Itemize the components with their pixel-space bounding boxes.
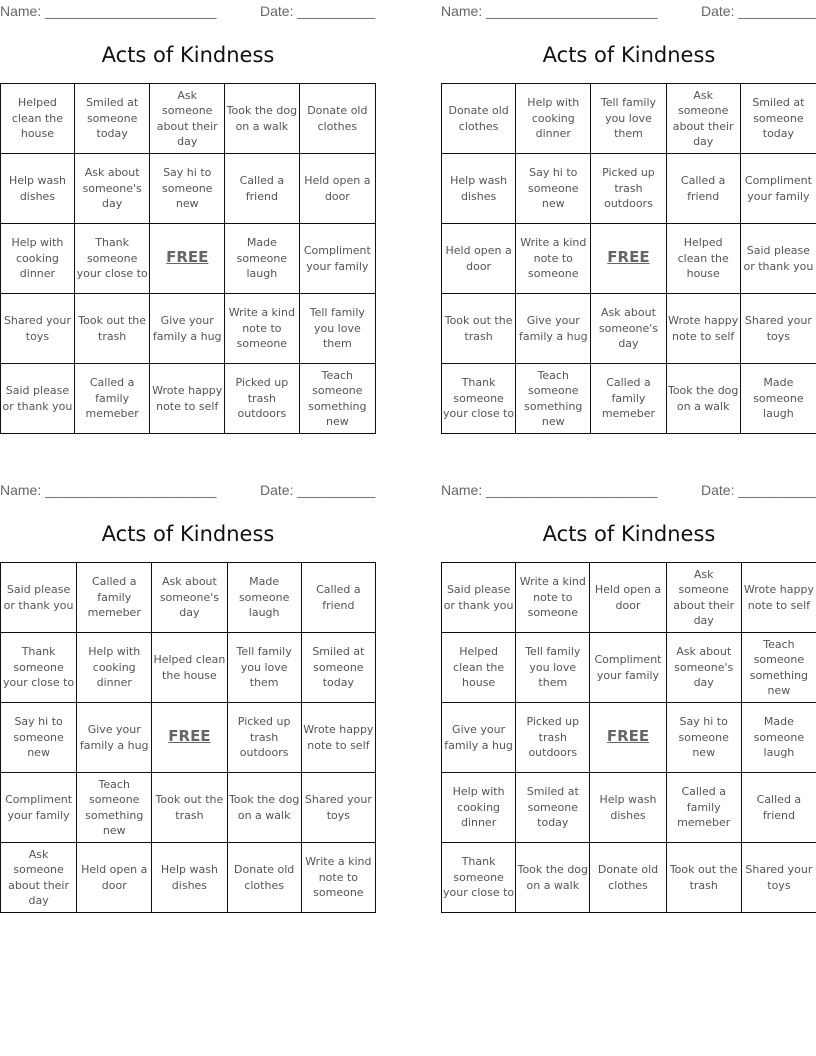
- grid-row: [442, 224, 816, 294]
- grid-row: [442, 843, 816, 913]
- grid-cell: Help with cooking dinner: [516, 84, 591, 154]
- card-title: Acts of Kindness: [542, 522, 716, 546]
- grid-cell: Called a friend: [741, 773, 816, 843]
- grid-cell: Smiled at someone today: [516, 773, 590, 843]
- grid-cell: Give your family a hug: [150, 294, 225, 364]
- grid-row: [1, 294, 376, 364]
- grid-row: [442, 294, 816, 364]
- grid-cell: Help wash dishes: [590, 773, 666, 843]
- date-field-label: Date: __________: [701, 3, 816, 19]
- grid-cell: Help wash dishes: [442, 154, 516, 224]
- grid-cell: Ask about someone's day: [152, 563, 227, 633]
- grid-cell: Held open a door: [442, 224, 516, 294]
- grid-cell: Shared your toys: [741, 843, 816, 913]
- grid-cell: Held open a door: [77, 843, 152, 913]
- grid-cell: Wrote happy note to self: [666, 294, 740, 364]
- grid-cell: Took the dog on a walk: [666, 364, 740, 434]
- card-header: [441, 479, 816, 501]
- grid-cell: Took out the trash: [666, 843, 741, 913]
- grid-cell: Called a family memeber: [77, 563, 152, 633]
- grid-cell: Say hi to someone new: [150, 154, 225, 224]
- grid-cell: Donate old clothes: [442, 84, 516, 154]
- grid-cell: Compliment your family: [1, 773, 77, 843]
- grid-cell: Thank someone your close to: [442, 364, 516, 434]
- grid-cell: Donate old clothes: [590, 843, 666, 913]
- grid-cell: Give your family a hug: [516, 294, 591, 364]
- grid-cell: Held open a door: [590, 563, 666, 633]
- grid-cell: Shared your toys: [740, 294, 816, 364]
- free-space-label: FREE: [166, 248, 209, 267]
- grid-cell: Called a friend: [666, 154, 740, 224]
- grid-row: [442, 703, 816, 773]
- grid-row: [1, 843, 376, 913]
- grid-row: [442, 563, 816, 633]
- grid-cell: Write a kind note to someone: [516, 224, 591, 294]
- grid-cell: Ask about someone's day: [591, 294, 666, 364]
- grid-cell: Made someone laugh: [740, 364, 816, 434]
- grid-cell: Made someone laugh: [741, 703, 816, 773]
- name-field-label: Name: ______________________: [441, 3, 658, 19]
- bingo-grid: [0, 562, 376, 913]
- grid-row: [1, 154, 376, 224]
- grid-row: [442, 773, 816, 843]
- grid-row: [1, 224, 376, 294]
- grid-cell: Took the dog on a walk: [225, 84, 300, 154]
- grid-row: [1, 364, 376, 434]
- grid-cell: Compliment your family: [590, 633, 666, 703]
- grid-cell: Give your family a hug: [442, 703, 516, 773]
- grid-row: [442, 154, 816, 224]
- card-title: Acts of Kindness: [101, 522, 275, 546]
- grid-cell: Thank someone your close to: [74, 224, 150, 294]
- bingo-grid: [441, 83, 816, 434]
- free-space-label: FREE: [607, 248, 650, 267]
- bingo-card-2: [441, 0, 816, 428]
- grid-row: [442, 633, 816, 703]
- grid-cell: Thank someone your close to: [442, 843, 516, 913]
- grid-cell: Made someone laugh: [225, 224, 300, 294]
- bingo-card-4: [441, 479, 816, 900]
- grid-cell: Helped clean the house: [666, 224, 740, 294]
- grid-cell: Shared your toys: [1, 294, 75, 364]
- grid-cell: Called a family memeber: [666, 773, 741, 843]
- card-title: Acts of Kindness: [542, 43, 716, 67]
- card-header: [441, 0, 816, 22]
- grid-cell: Donate old clothes: [227, 843, 301, 913]
- grid-cell: Called a family memeber: [591, 364, 666, 434]
- date-field-label: Date: __________: [701, 482, 816, 498]
- grid-row: [442, 364, 816, 434]
- grid-cell: Teach someone something new: [516, 364, 591, 434]
- grid-cell: Wrote happy note to self: [150, 364, 225, 434]
- grid-cell: Tell family you love them: [516, 633, 590, 703]
- grid-cell: Held open a door: [299, 154, 375, 224]
- free-space-label: FREE: [606, 727, 650, 746]
- grid-cell: Helped clean the house: [1, 84, 75, 154]
- grid-row: [442, 84, 816, 154]
- grid-cell: Picked up trash outdoors: [516, 703, 590, 773]
- name-field-label: Name: ______________________: [0, 482, 217, 498]
- grid-cell: Write a kind note to someone: [225, 294, 300, 364]
- grid-cell: Compliment your family: [299, 224, 375, 294]
- grid-cell: Tell family you love them: [299, 294, 375, 364]
- grid-cell: Helped clean the house: [442, 633, 516, 703]
- free-space-cell: [150, 224, 225, 294]
- grid-row: [1, 563, 376, 633]
- grid-cell: Ask someone about their day: [666, 84, 740, 154]
- grid-cell: Helped clean the house: [152, 633, 227, 703]
- grid-cell: Called a family memeber: [74, 364, 150, 434]
- grid-cell: Took out the trash: [152, 773, 227, 843]
- grid-row: [1, 773, 376, 843]
- grid-cell: Took out the trash: [442, 294, 516, 364]
- grid-cell: Said please or thank you: [1, 364, 75, 434]
- grid-cell: Teach someone something new: [77, 773, 152, 843]
- grid-cell: Help with cooking dinner: [442, 773, 516, 843]
- grid-cell: Picked up trash outdoors: [227, 703, 301, 773]
- card-header: [0, 479, 376, 501]
- grid-row: [1, 703, 376, 773]
- grid-cell: Teach someone something new: [299, 364, 375, 434]
- bingo-card-3: [0, 479, 376, 907]
- grid-cell: Made someone laugh: [227, 563, 301, 633]
- date-field-label: Date: __________: [260, 482, 376, 498]
- grid-cell: Picked up trash outdoors: [591, 154, 666, 224]
- grid-cell: Ask someone about their day: [150, 84, 225, 154]
- grid-cell: Compliment your family: [740, 154, 816, 224]
- grid-cell: Write a kind note to someone: [301, 843, 375, 913]
- grid-cell: Help with cooking dinner: [1, 224, 75, 294]
- grid-cell: Took out the trash: [74, 294, 150, 364]
- grid-cell: Write a kind note to someone: [516, 563, 590, 633]
- free-space-cell: [152, 703, 227, 773]
- grid-cell: Smiled at someone today: [301, 633, 375, 703]
- date-field-label: Date: __________: [260, 3, 376, 19]
- grid-cell: Help wash dishes: [1, 154, 75, 224]
- name-field-label: Name: ______________________: [441, 482, 658, 498]
- grid-cell: Ask someone about their day: [666, 563, 741, 633]
- grid-cell: Said please or thank you: [740, 224, 816, 294]
- grid-cell: Thank someone your close to: [1, 633, 77, 703]
- grid-cell: Donate old clothes: [299, 84, 375, 154]
- free-space-cell: [591, 224, 666, 294]
- free-space-label: FREE: [168, 727, 211, 746]
- bingo-grid: [0, 83, 376, 434]
- grid-cell: Help wash dishes: [152, 843, 227, 913]
- grid-cell: Help with cooking dinner: [77, 633, 152, 703]
- bingo-grid: [441, 562, 816, 913]
- grid-cell: Teach someone something new: [741, 633, 816, 703]
- name-field-label: Name: ______________________: [0, 3, 217, 19]
- grid-cell: Wrote happy note to self: [741, 563, 816, 633]
- grid-cell: Ask about someone's day: [74, 154, 150, 224]
- grid-cell: Called a friend: [301, 563, 375, 633]
- grid-cell: Say hi to someone new: [666, 703, 741, 773]
- grid-cell: Say hi to someone new: [516, 154, 591, 224]
- card-title: Acts of Kindness: [101, 43, 275, 67]
- free-space-cell: [590, 703, 666, 773]
- grid-cell: Ask someone about their day: [1, 843, 77, 913]
- grid-cell: Picked up trash outdoors: [225, 364, 300, 434]
- grid-cell: Ask about someone's day: [666, 633, 741, 703]
- card-header: [0, 0, 376, 22]
- grid-row: [1, 84, 376, 154]
- grid-cell: Wrote happy note to self: [301, 703, 375, 773]
- grid-cell: Shared your toys: [301, 773, 375, 843]
- grid-cell: Tell family you love them: [227, 633, 301, 703]
- grid-cell: Took the dog on a walk: [227, 773, 301, 843]
- grid-cell: Say hi to someone new: [1, 703, 77, 773]
- grid-cell: Smiled at someone today: [74, 84, 150, 154]
- grid-cell: Said please or thank you: [442, 563, 516, 633]
- grid-cell: Called a friend: [225, 154, 300, 224]
- grid-cell: Said please or thank you: [1, 563, 77, 633]
- grid-cell: Smiled at someone today: [740, 84, 816, 154]
- grid-cell: Tell family you love them: [591, 84, 666, 154]
- grid-cell: Give your family a hug: [77, 703, 152, 773]
- bingo-card-1: [0, 0, 376, 428]
- grid-cell: Took the dog on a walk: [516, 843, 590, 913]
- grid-row: [1, 633, 376, 703]
